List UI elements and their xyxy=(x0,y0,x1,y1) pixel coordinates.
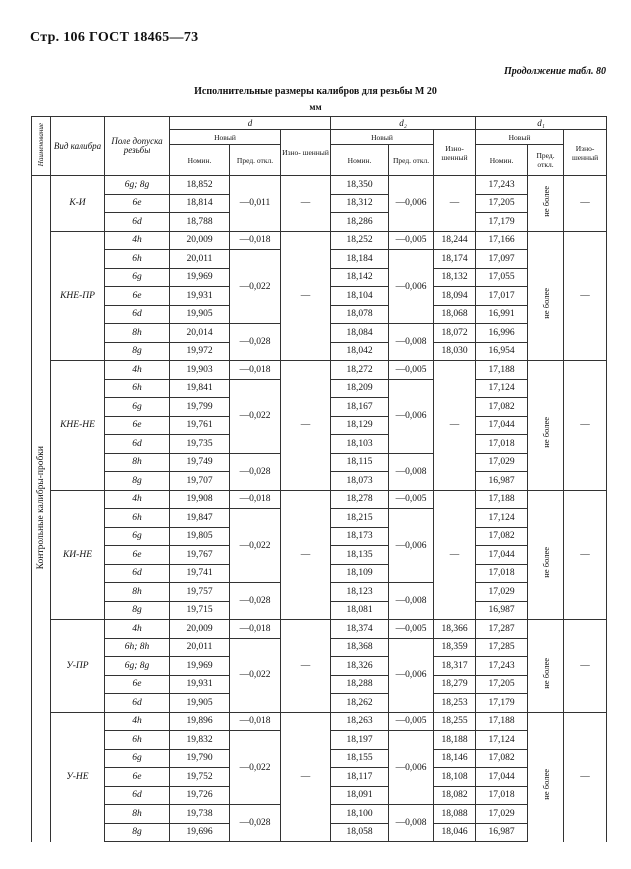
d2-nominal-cell: 18,215 xyxy=(331,509,389,528)
d-deviation-cell: —0,018 xyxy=(230,712,281,731)
d2-deviation-cell: —0,005 xyxy=(389,361,434,380)
d-worn-cell: — xyxy=(281,712,331,842)
d1-worn-cell: — xyxy=(564,712,607,842)
d-nominal-cell: 19,752 xyxy=(170,768,230,787)
d-deviation-cell: —0,022 xyxy=(230,250,281,324)
d-deviation-cell: —0,022 xyxy=(230,509,281,583)
d-deviation-cell: —0,018 xyxy=(230,490,281,509)
d-deviation-cell: —0,018 xyxy=(230,361,281,380)
d2-worn-cell: 18,359 xyxy=(434,638,476,657)
d-nominal-cell: 18,852 xyxy=(170,176,230,195)
tolerance-cell: 6g; 8g xyxy=(105,657,170,676)
d1-deviation-cell xyxy=(528,361,564,380)
tolerance-cell: 6d xyxy=(105,213,170,232)
d-nominal-cell: 20,011 xyxy=(170,638,230,657)
d-worn-cell: — xyxy=(281,231,331,361)
d1-worn-cell: — xyxy=(564,361,607,491)
d2-deviation-cell: —0,006 xyxy=(389,731,434,805)
d2-worn-cell: 18,030 xyxy=(434,342,476,361)
d1-deviation-not-more-cell: не более xyxy=(528,731,564,842)
d2-nominal-cell: 18,058 xyxy=(331,823,389,842)
tolerance-cell: 4h xyxy=(105,712,170,731)
d-deviation-cell: —0,028 xyxy=(230,805,281,842)
tolerance-cell: 4h xyxy=(105,490,170,509)
d-nominal-cell: 19,761 xyxy=(170,416,230,435)
d2-nominal-cell: 18,100 xyxy=(331,805,389,824)
d2-nominal-cell: 18,135 xyxy=(331,546,389,565)
d1-nominal-cell: 17,188 xyxy=(476,712,528,731)
d1-nominal-cell: 16,987 xyxy=(476,601,528,620)
d2-worn-cell: 18,146 xyxy=(434,749,476,768)
d-nominal-cell: 19,969 xyxy=(170,657,230,676)
d-nominal-cell: 18,788 xyxy=(170,213,230,232)
d2-deviation-cell: —0,008 xyxy=(389,805,434,842)
tolerance-cell: 8g xyxy=(105,342,170,361)
tolerance-cell: 4h xyxy=(105,620,170,639)
d2-deviation-cell: —0,005 xyxy=(389,620,434,639)
d2-nominal-cell: 18,115 xyxy=(331,453,389,472)
d2-nominal-cell: 18,109 xyxy=(331,564,389,583)
d2-worn-cell: 18,094 xyxy=(434,287,476,306)
header-d-new: Новый xyxy=(170,130,281,145)
d1-nominal-cell: 16,991 xyxy=(476,305,528,324)
table-row xyxy=(32,490,607,509)
header-d2: d₂ xyxy=(331,117,476,130)
table-row xyxy=(32,361,607,380)
tolerance-cell: 6h xyxy=(105,379,170,398)
tolerance-cell: 6e xyxy=(105,194,170,213)
d2-deviation-cell: —0,006 xyxy=(389,509,434,583)
d2-deviation-cell: —0,005 xyxy=(389,712,434,731)
d2-nominal-cell: 18,368 xyxy=(331,638,389,657)
d1-nominal-cell: 17,082 xyxy=(476,749,528,768)
tolerance-cell: 6d xyxy=(105,435,170,454)
d-nominal-cell: 19,726 xyxy=(170,786,230,805)
header-d2-deviation: Пред. откл. xyxy=(389,145,434,176)
d1-nominal-cell: 16,987 xyxy=(476,823,528,842)
d2-worn-cell: 18,317 xyxy=(434,657,476,676)
d1-worn-cell: — xyxy=(564,620,607,713)
gauge-dimensions-table xyxy=(31,116,607,842)
d1-deviation-not-more-cell: не более xyxy=(528,509,564,620)
d1-nominal-cell: 17,082 xyxy=(476,527,528,546)
d-nominal-cell: 19,735 xyxy=(170,435,230,454)
d-nominal-cell: 19,972 xyxy=(170,342,230,361)
d-nominal-cell: 19,903 xyxy=(170,361,230,380)
d2-nominal-cell: 18,167 xyxy=(331,398,389,417)
d2-nominal-cell: 18,123 xyxy=(331,583,389,602)
d-nominal-cell: 19,969 xyxy=(170,268,230,287)
d2-nominal-cell: 18,155 xyxy=(331,749,389,768)
d2-nominal-cell: 18,374 xyxy=(331,620,389,639)
d2-worn-cell: 18,366 xyxy=(434,620,476,639)
tolerance-cell: 4h xyxy=(105,361,170,380)
d-worn-cell: — xyxy=(281,490,331,620)
table-row xyxy=(32,176,607,195)
d2-deviation-cell: —0,008 xyxy=(389,324,434,361)
d-deviation-cell: —0,028 xyxy=(230,453,281,490)
d1-nominal-cell: 17,055 xyxy=(476,268,528,287)
d2-worn-cell: 18,088 xyxy=(434,805,476,824)
d-nominal-cell: 19,696 xyxy=(170,823,230,842)
d-nominal-cell: 19,908 xyxy=(170,490,230,509)
d-nominal-cell: 19,847 xyxy=(170,509,230,528)
header-d: d xyxy=(170,117,331,130)
header-d-deviation: Пред. откл. xyxy=(230,145,281,176)
d2-nominal-cell: 18,197 xyxy=(331,731,389,750)
d2-nominal-cell: 18,173 xyxy=(331,527,389,546)
d1-nominal-cell: 17,188 xyxy=(476,361,528,380)
table-continuation-label: Продолжение табл. 80 xyxy=(503,66,606,77)
d1-nominal-cell: 17,166 xyxy=(476,231,528,250)
d2-nominal-cell: 18,084 xyxy=(331,324,389,343)
d2-nominal-cell: 18,129 xyxy=(331,416,389,435)
d2-nominal-cell: 18,263 xyxy=(331,712,389,731)
table-title: Исполнительные размеры калибров для резьбы М 20 xyxy=(194,86,437,97)
d-deviation-cell: —0,028 xyxy=(230,324,281,361)
d2-worn-cell: 18,108 xyxy=(434,768,476,787)
d-worn-cell: — xyxy=(281,361,331,491)
d2-nominal-cell: 18,252 xyxy=(331,231,389,250)
d1-worn-cell: — xyxy=(564,231,607,361)
d1-deviation-not-more-cell: не более xyxy=(528,638,564,712)
tolerance-cell: 8h xyxy=(105,453,170,472)
d2-nominal-cell: 18,326 xyxy=(331,657,389,676)
d2-nominal-cell: 18,286 xyxy=(331,213,389,232)
d2-deviation-cell: —0,006 xyxy=(389,379,434,453)
gauge-type-cell: К-И xyxy=(51,176,105,232)
header-d1: d₁ xyxy=(476,117,607,130)
d1-deviation-not-more-cell: не более xyxy=(528,250,564,361)
d1-nominal-cell: 17,029 xyxy=(476,583,528,602)
table-row xyxy=(32,712,607,731)
header-thread-tolerance: Поле допуска резьбы xyxy=(105,117,170,176)
d2-worn-cell: 18,082 xyxy=(434,786,476,805)
tolerance-cell: 6e xyxy=(105,287,170,306)
d-deviation-cell: —0,022 xyxy=(230,731,281,805)
d-nominal-cell: 20,011 xyxy=(170,250,230,269)
d-nominal-cell: 18,814 xyxy=(170,194,230,213)
d2-nominal-cell: 18,073 xyxy=(331,472,389,491)
d1-nominal-cell: 17,029 xyxy=(476,453,528,472)
d2-deviation-cell: —0,008 xyxy=(389,453,434,490)
table-body xyxy=(32,176,607,842)
d1-nominal-cell: 17,017 xyxy=(476,287,528,306)
d-nominal-cell: 19,790 xyxy=(170,749,230,768)
d1-nominal-cell: 17,287 xyxy=(476,620,528,639)
tolerance-cell: 8g xyxy=(105,601,170,620)
tolerance-cell: 8g xyxy=(105,823,170,842)
d2-worn-cell: 18,279 xyxy=(434,675,476,694)
d-deviation-cell: —0,011 xyxy=(230,176,281,232)
d2-worn-cell: 18,132 xyxy=(434,268,476,287)
header-d2-nominal: Номин. xyxy=(331,145,389,176)
d1-nominal-cell: 17,124 xyxy=(476,509,528,528)
tolerance-cell: 6g; 8g xyxy=(105,176,170,195)
table-row xyxy=(32,620,607,639)
tolerance-cell: 6h xyxy=(105,731,170,750)
d2-nominal-cell: 18,278 xyxy=(331,490,389,509)
d2-nominal-cell: 18,262 xyxy=(331,694,389,713)
d2-worn-cell: — xyxy=(434,176,476,232)
header-d1-deviation: Пред. откл. xyxy=(528,145,564,176)
d2-nominal-cell: 18,272 xyxy=(331,361,389,380)
d2-deviation-cell: —0,006 xyxy=(389,176,434,232)
d-deviation-cell: —0,028 xyxy=(230,583,281,620)
d1-nominal-cell: 17,044 xyxy=(476,546,528,565)
d-nominal-cell: 19,757 xyxy=(170,583,230,602)
d1-worn-cell: — xyxy=(564,490,607,620)
table-units: мм xyxy=(309,102,322,112)
d2-worn-cell: 18,253 xyxy=(434,694,476,713)
header-d2-worn: Изно- шенный xyxy=(434,130,476,176)
d1-deviation-cell xyxy=(528,490,564,509)
d1-nominal-cell: 17,018 xyxy=(476,564,528,583)
d-deviation-cell: —0,022 xyxy=(230,379,281,453)
d-nominal-cell: 20,009 xyxy=(170,620,230,639)
d1-nominal-cell: 17,029 xyxy=(476,805,528,824)
d-nominal-cell: 19,841 xyxy=(170,379,230,398)
d1-deviation-not-more-cell: не более xyxy=(528,379,564,490)
d1-deviation-cell xyxy=(528,620,564,639)
d1-nominal-cell: 17,044 xyxy=(476,416,528,435)
d2-nominal-cell: 18,117 xyxy=(331,768,389,787)
d2-worn-cell: 18,072 xyxy=(434,324,476,343)
tolerance-cell: 6d xyxy=(105,564,170,583)
d-nominal-cell: 19,931 xyxy=(170,287,230,306)
d1-nominal-cell: 17,082 xyxy=(476,398,528,417)
d-deviation-cell: —0,018 xyxy=(230,231,281,250)
d2-worn-cell: 18,174 xyxy=(434,250,476,269)
d1-nominal-cell: 17,018 xyxy=(476,435,528,454)
d1-nominal-cell: 17,179 xyxy=(476,213,528,232)
d2-worn-cell: 18,046 xyxy=(434,823,476,842)
d-nominal-cell: 19,715 xyxy=(170,601,230,620)
d2-nominal-cell: 18,288 xyxy=(331,675,389,694)
d1-nominal-cell: 17,124 xyxy=(476,379,528,398)
d2-nominal-cell: 18,091 xyxy=(331,786,389,805)
d2-nominal-cell: 18,312 xyxy=(331,194,389,213)
d2-nominal-cell: 18,104 xyxy=(331,287,389,306)
tolerance-cell: 4h xyxy=(105,231,170,250)
d-nominal-cell: 19,749 xyxy=(170,453,230,472)
d-nominal-cell: 19,738 xyxy=(170,805,230,824)
d-nominal-cell: 19,931 xyxy=(170,675,230,694)
header-d1-worn: Изно- шенный xyxy=(564,130,607,176)
header-d-worn: Изно- шенный xyxy=(281,130,331,176)
tolerance-cell: 6h xyxy=(105,509,170,528)
table-header xyxy=(32,117,607,176)
d-nominal-cell: 19,832 xyxy=(170,731,230,750)
d-nominal-cell: 19,896 xyxy=(170,712,230,731)
tolerance-cell: 8h xyxy=(105,583,170,602)
d1-nominal-cell: 17,243 xyxy=(476,176,528,195)
d2-nominal-cell: 18,103 xyxy=(331,435,389,454)
d-nominal-cell: 19,905 xyxy=(170,305,230,324)
d2-worn-cell: — xyxy=(434,361,476,491)
d-nominal-cell: 20,014 xyxy=(170,324,230,343)
header-d2-new: Новый xyxy=(331,130,434,145)
gauge-type-cell: КНЕ-ПР xyxy=(51,231,105,361)
tolerance-cell: 8h xyxy=(105,805,170,824)
d2-worn-cell: 18,255 xyxy=(434,712,476,731)
tolerance-cell: 6e xyxy=(105,546,170,565)
header-name: Наименование xyxy=(32,117,51,176)
d-nominal-cell: 19,905 xyxy=(170,694,230,713)
tolerance-cell: 6g xyxy=(105,749,170,768)
page-header: Стр. 106 ГОСТ 18465—73 xyxy=(30,30,199,45)
gauge-type-cell: У-ПР xyxy=(51,620,105,713)
tolerance-cell: 8h xyxy=(105,324,170,343)
tolerance-cell: 6d xyxy=(105,786,170,805)
d1-nominal-cell: 17,124 xyxy=(476,731,528,750)
d2-worn-cell: 18,188 xyxy=(434,731,476,750)
d1-deviation-not-more-cell: не более xyxy=(528,176,564,232)
d1-nominal-cell: 17,205 xyxy=(476,194,528,213)
d2-nominal-cell: 18,209 xyxy=(331,379,389,398)
d1-nominal-cell: 17,188 xyxy=(476,490,528,509)
d-deviation-cell: —0,022 xyxy=(230,638,281,712)
d-nominal-cell: 19,799 xyxy=(170,398,230,417)
d2-deviation-cell: —0,006 xyxy=(389,638,434,712)
d2-deviation-cell: —0,005 xyxy=(389,490,434,509)
d-nominal-cell: 20,009 xyxy=(170,231,230,250)
d2-worn-cell: 18,068 xyxy=(434,305,476,324)
d2-nominal-cell: 18,142 xyxy=(331,268,389,287)
d-worn-cell: — xyxy=(281,620,331,713)
d2-deviation-cell: —0,008 xyxy=(389,583,434,620)
tolerance-cell: 6g xyxy=(105,268,170,287)
header-d1-new: Новый xyxy=(476,130,564,145)
d1-nominal-cell: 17,044 xyxy=(476,768,528,787)
d2-deviation-cell: —0,005 xyxy=(389,231,434,250)
d1-nominal-cell: 17,179 xyxy=(476,694,528,713)
tolerance-cell: 6e xyxy=(105,416,170,435)
d2-nominal-cell: 18,184 xyxy=(331,250,389,269)
d2-nominal-cell: 18,081 xyxy=(331,601,389,620)
d2-nominal-cell: 18,350 xyxy=(331,176,389,195)
tolerance-cell: 6h xyxy=(105,250,170,269)
group-label-control-plugs: Контрольные калибры-пробки xyxy=(32,176,51,842)
d-worn-cell: — xyxy=(281,176,331,232)
tolerance-cell: 6g xyxy=(105,527,170,546)
d1-nominal-cell: 17,243 xyxy=(476,657,528,676)
d2-nominal-cell: 18,078 xyxy=(331,305,389,324)
tolerance-cell: 6d xyxy=(105,694,170,713)
d1-nominal-cell: 16,954 xyxy=(476,342,528,361)
header-d1-nominal: Номин. xyxy=(476,145,528,176)
d-nominal-cell: 19,741 xyxy=(170,564,230,583)
tolerance-cell: 6h; 8h xyxy=(105,638,170,657)
tolerance-cell: 6d xyxy=(105,305,170,324)
d-nominal-cell: 19,707 xyxy=(170,472,230,491)
d1-nominal-cell: 16,996 xyxy=(476,324,528,343)
d2-worn-cell: — xyxy=(434,490,476,620)
d1-nominal-cell: 16,987 xyxy=(476,472,528,491)
gauge-type-cell: КНЕ-НЕ xyxy=(51,361,105,491)
gauge-type-cell: У-НЕ xyxy=(51,712,105,842)
d2-worn-cell: 18,244 xyxy=(434,231,476,250)
table-row xyxy=(32,231,607,250)
d1-nominal-cell: 17,097 xyxy=(476,250,528,269)
gauge-type-cell: КИ-НЕ xyxy=(51,490,105,620)
d-nominal-cell: 19,767 xyxy=(170,546,230,565)
header-d-nominal: Номин. xyxy=(170,145,230,176)
d1-nominal-cell: 17,205 xyxy=(476,675,528,694)
d2-nominal-cell: 18,042 xyxy=(331,342,389,361)
d-deviation-cell: —0,018 xyxy=(230,620,281,639)
tolerance-cell: 6e xyxy=(105,675,170,694)
d1-deviation-cell xyxy=(528,231,564,250)
d-nominal-cell: 19,805 xyxy=(170,527,230,546)
header-gauge-type: Вид калибра xyxy=(51,117,105,176)
tolerance-cell: 6g xyxy=(105,398,170,417)
d1-deviation-cell xyxy=(528,712,564,731)
d1-nominal-cell: 17,285 xyxy=(476,638,528,657)
tolerance-cell: 8g xyxy=(105,472,170,491)
d1-worn-cell: — xyxy=(564,176,607,232)
d2-deviation-cell: —0,006 xyxy=(389,250,434,324)
tolerance-cell: 6e xyxy=(105,768,170,787)
d1-nominal-cell: 17,018 xyxy=(476,786,528,805)
